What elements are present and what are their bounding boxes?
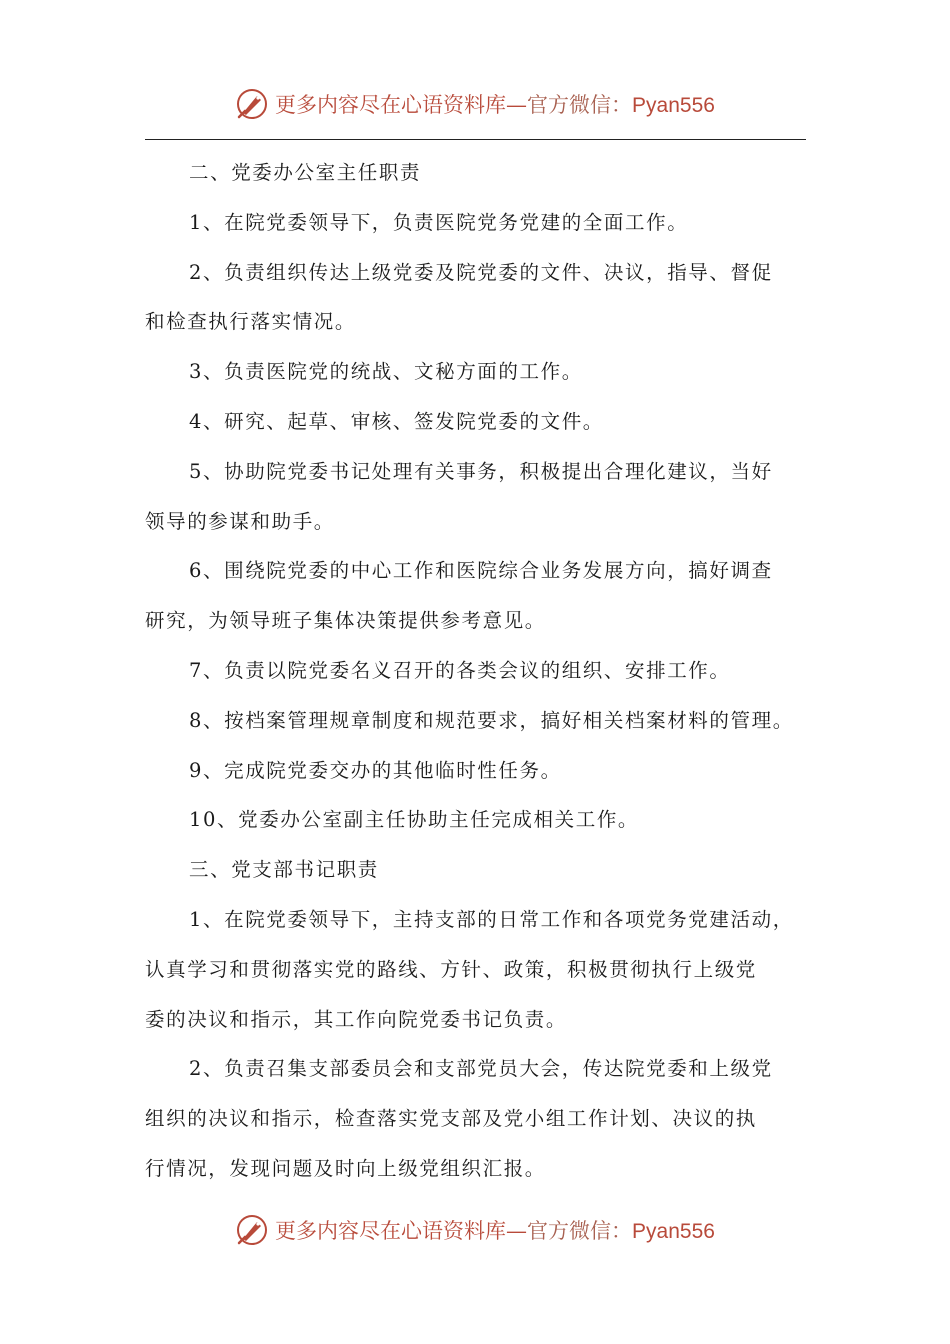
paragraph-line: 委的决议和指示，其工作向院党委书记负责。 bbox=[145, 1007, 568, 1031]
header-wechat-id: Pyan556 bbox=[632, 94, 715, 117]
footer-wechat-id: Pyan556 bbox=[632, 1220, 715, 1243]
document-body bbox=[145, 148, 815, 1194]
paragraph-line: 领导的参谋和助手。 bbox=[145, 509, 335, 533]
header-wechat-label: 官方微信： bbox=[527, 93, 633, 117]
paragraph-line: 1、在院党委领导下，主持支部的日常工作和各项党务党建活动， bbox=[189, 907, 794, 931]
footer-dash: — bbox=[506, 1219, 528, 1243]
paragraph-line: 和检查执行落实情况。 bbox=[145, 310, 357, 334]
paragraph-line: 2、负责召集支部委员会和支部党员大会，传达院党委和上级党 bbox=[189, 1057, 773, 1081]
footer-brand-text: 更多内容尽在心语资料库 bbox=[275, 1219, 507, 1243]
header-divider bbox=[145, 139, 806, 140]
paragraph-line: 3、负责医院党的统战、文秘方面的工作。 bbox=[189, 360, 583, 384]
paragraph-line: 7、负责以院党委名义召开的各类会议的组织、安排工作。 bbox=[189, 658, 731, 682]
section-heading-branch-secretary: 三、党支部书记职责 bbox=[189, 858, 379, 882]
paragraph-line: 1、在院党委领导下，负责医院党务党建的全面工作。 bbox=[189, 210, 689, 234]
paragraph-line: 6、围绕院党委的中心工作和医院综合业务发展方向，搞好调查 bbox=[189, 559, 773, 583]
section-heading-office-director: 二、党委办公室主任职责 bbox=[189, 161, 422, 184]
paragraph-line: 5、协助院党委书记处理有关事务，积极提出合理化建议，当好 bbox=[189, 459, 773, 483]
footer-wechat-label: 官方微信： bbox=[527, 1219, 633, 1243]
paragraph-line: 9、完成院党委交办的其他临时性任务。 bbox=[189, 758, 562, 782]
header-brand-text: 更多内容尽在心语资料库 bbox=[275, 93, 507, 117]
paragraph-line: 10、党委办公室副主任协助主任完成相关工作。 bbox=[189, 808, 640, 832]
footer-banner bbox=[0, 1208, 950, 1252]
header-banner bbox=[0, 82, 950, 126]
paragraph-line: 组织的决议和指示，检查落实党支部及党小组工作计划、决议的执 bbox=[145, 1107, 757, 1131]
pen-nib-icon bbox=[235, 1213, 269, 1247]
paragraph-line: 研究，为领导班子集体决策提供参考意见。 bbox=[145, 609, 546, 633]
paragraph-line: 2、负责组织传达上级党委及院党委的文件、决议，指导、督促 bbox=[189, 260, 773, 284]
paragraph-line: 行情况，发现问题及时向上级党组织汇报。 bbox=[145, 1156, 546, 1180]
paragraph-line: 8、按档案管理规章制度和规范要求，搞好相关档案材料的管理。 bbox=[189, 708, 794, 732]
header-dash: — bbox=[506, 93, 528, 117]
paragraph-line: 认真学习和贯彻落实党的路线、方针、政策，积极贯彻执行上级党 bbox=[145, 957, 757, 981]
pen-nib-icon bbox=[235, 87, 269, 121]
paragraph-line: 4、研究、起草、审核、签发院党委的文件。 bbox=[189, 409, 604, 433]
